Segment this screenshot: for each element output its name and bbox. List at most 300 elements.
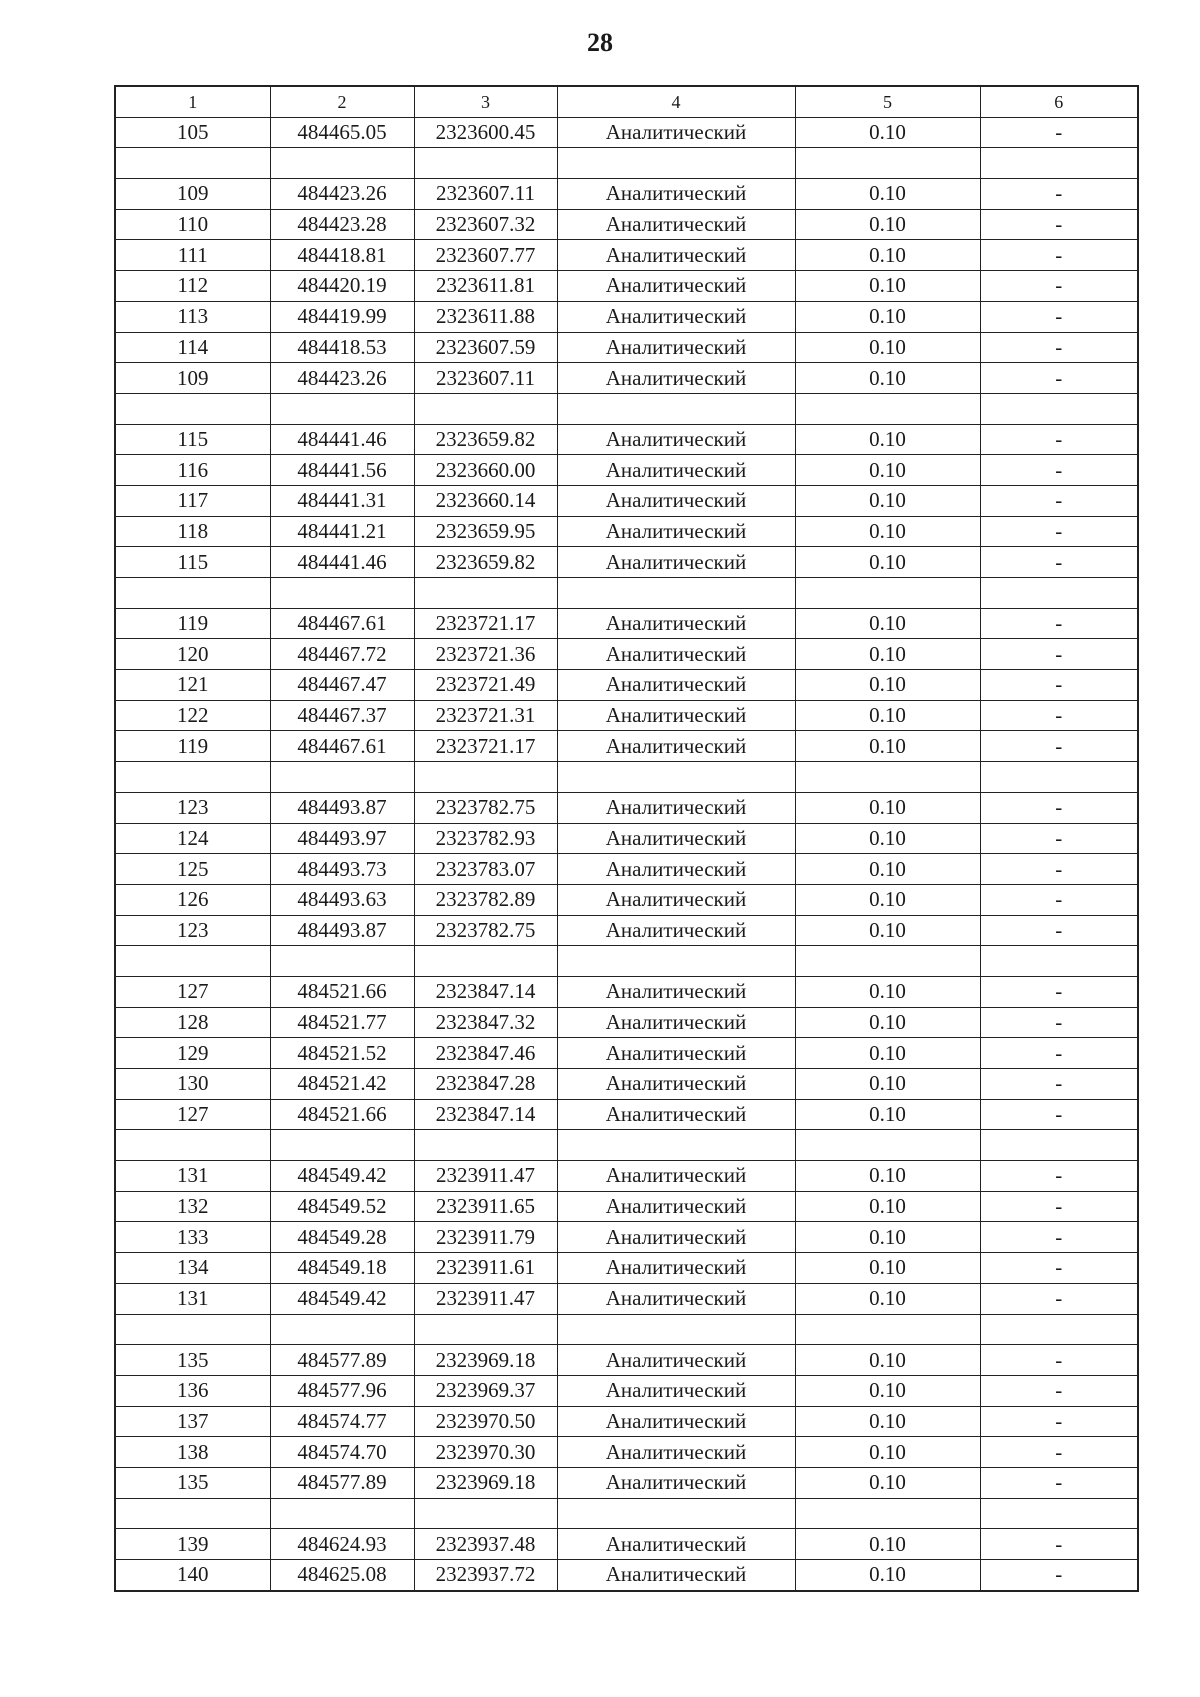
accuracy-cell: 0.10 bbox=[795, 1406, 980, 1437]
note-cell: - bbox=[980, 1191, 1138, 1222]
method-cell: Аналитический bbox=[557, 1191, 795, 1222]
y-coordinate-cell bbox=[414, 1130, 557, 1161]
table-row bbox=[115, 332, 1138, 363]
accuracy-cell bbox=[795, 1314, 980, 1345]
y-coordinate-cell bbox=[414, 148, 557, 179]
method-cell bbox=[557, 946, 795, 977]
x-coordinate-cell: 484423.26 bbox=[270, 363, 414, 394]
y-coordinate-cell: 2323911.47 bbox=[414, 1283, 557, 1314]
x-coordinate-cell: 484574.77 bbox=[270, 1406, 414, 1437]
x-coordinate-cell bbox=[270, 1314, 414, 1345]
x-coordinate-cell: 484441.21 bbox=[270, 516, 414, 547]
x-coordinate-cell: 484467.47 bbox=[270, 670, 414, 701]
accuracy-cell: 0.10 bbox=[795, 608, 980, 639]
point-number-cell: 109 bbox=[115, 363, 270, 394]
accuracy-cell: 0.10 bbox=[795, 209, 980, 240]
x-coordinate-cell: 484423.28 bbox=[270, 209, 414, 240]
y-coordinate-cell: 2323721.17 bbox=[414, 608, 557, 639]
accuracy-cell: 0.10 bbox=[795, 1253, 980, 1284]
table-row bbox=[115, 1130, 1138, 1161]
table-row bbox=[115, 455, 1138, 486]
accuracy-cell: 0.10 bbox=[795, 455, 980, 486]
accuracy-cell: 0.10 bbox=[795, 1283, 980, 1314]
accuracy-cell: 0.10 bbox=[795, 670, 980, 701]
method-cell: Аналитический bbox=[557, 1529, 795, 1560]
table-row bbox=[115, 670, 1138, 701]
table-row bbox=[115, 1467, 1138, 1498]
method-cell: Аналитический bbox=[557, 332, 795, 363]
y-coordinate-cell: 2323607.11 bbox=[414, 179, 557, 210]
y-coordinate-cell: 2323970.50 bbox=[414, 1406, 557, 1437]
accuracy-cell: 0.10 bbox=[795, 424, 980, 455]
note-cell bbox=[980, 946, 1138, 977]
accuracy-cell bbox=[795, 762, 980, 793]
x-coordinate-cell: 484441.46 bbox=[270, 424, 414, 455]
note-cell: - bbox=[980, 1283, 1138, 1314]
point-number-cell bbox=[115, 1130, 270, 1161]
method-cell: Аналитический bbox=[557, 1560, 795, 1591]
column-header: 1 bbox=[115, 86, 270, 117]
note-cell: - bbox=[980, 1375, 1138, 1406]
table-row bbox=[115, 578, 1138, 609]
x-coordinate-cell: 484419.99 bbox=[270, 301, 414, 332]
point-number-cell: 123 bbox=[115, 915, 270, 946]
x-coordinate-cell: 484493.87 bbox=[270, 792, 414, 823]
method-cell: Аналитический bbox=[557, 1253, 795, 1284]
y-coordinate-cell: 2323659.95 bbox=[414, 516, 557, 547]
method-cell bbox=[557, 578, 795, 609]
accuracy-cell: 0.10 bbox=[795, 1007, 980, 1038]
accuracy-cell: 0.10 bbox=[795, 179, 980, 210]
y-coordinate-cell: 2323721.49 bbox=[414, 670, 557, 701]
table-row bbox=[115, 148, 1138, 179]
x-coordinate-cell: 484493.97 bbox=[270, 823, 414, 854]
table-row bbox=[115, 1345, 1138, 1376]
table-row bbox=[115, 854, 1138, 885]
table-row bbox=[115, 209, 1138, 240]
point-number-cell: 118 bbox=[115, 516, 270, 547]
point-number-cell: 110 bbox=[115, 209, 270, 240]
table-row bbox=[115, 240, 1138, 271]
x-coordinate-cell: 484441.56 bbox=[270, 455, 414, 486]
table-row bbox=[115, 1222, 1138, 1253]
note-cell: - bbox=[980, 1345, 1138, 1376]
y-coordinate-cell bbox=[414, 762, 557, 793]
method-cell bbox=[557, 393, 795, 424]
x-coordinate-cell: 484577.89 bbox=[270, 1467, 414, 1498]
accuracy-cell: 0.10 bbox=[795, 854, 980, 885]
y-coordinate-cell: 2323659.82 bbox=[414, 424, 557, 455]
table-row bbox=[115, 1099, 1138, 1130]
point-number-cell bbox=[115, 578, 270, 609]
point-number-cell: 133 bbox=[115, 1222, 270, 1253]
point-number-cell bbox=[115, 1314, 270, 1345]
point-number-cell: 115 bbox=[115, 424, 270, 455]
method-cell: Аналитический bbox=[557, 1222, 795, 1253]
method-cell: Аналитический bbox=[557, 117, 795, 148]
x-coordinate-cell: 484418.53 bbox=[270, 332, 414, 363]
note-cell: - bbox=[980, 179, 1138, 210]
y-coordinate-cell: 2323937.48 bbox=[414, 1529, 557, 1560]
y-coordinate-cell: 2323782.93 bbox=[414, 823, 557, 854]
note-cell: - bbox=[980, 670, 1138, 701]
x-coordinate-cell bbox=[270, 1498, 414, 1529]
table-row bbox=[115, 731, 1138, 762]
y-coordinate-cell: 2323660.00 bbox=[414, 455, 557, 486]
method-cell: Аналитический bbox=[557, 1467, 795, 1498]
point-number-cell: 131 bbox=[115, 1283, 270, 1314]
point-number-cell bbox=[115, 1498, 270, 1529]
point-number-cell: 137 bbox=[115, 1406, 270, 1437]
method-cell: Аналитический bbox=[557, 1375, 795, 1406]
point-number-cell: 134 bbox=[115, 1253, 270, 1284]
table-row bbox=[115, 639, 1138, 670]
method-cell: Аналитический bbox=[557, 455, 795, 486]
y-coordinate-cell bbox=[414, 946, 557, 977]
table-row bbox=[115, 363, 1138, 394]
method-cell: Аналитический bbox=[557, 1161, 795, 1192]
method-cell: Аналитический bbox=[557, 823, 795, 854]
point-number-cell bbox=[115, 393, 270, 424]
accuracy-cell: 0.10 bbox=[795, 1038, 980, 1069]
accuracy-cell: 0.10 bbox=[795, 731, 980, 762]
note-cell: - bbox=[980, 424, 1138, 455]
method-cell bbox=[557, 1314, 795, 1345]
page-number: 28 bbox=[587, 28, 613, 57]
y-coordinate-cell: 2323969.37 bbox=[414, 1375, 557, 1406]
y-coordinate-cell bbox=[414, 578, 557, 609]
method-cell: Аналитический bbox=[557, 516, 795, 547]
method-cell: Аналитический bbox=[557, 670, 795, 701]
table-row bbox=[115, 1069, 1138, 1100]
note-cell: - bbox=[980, 301, 1138, 332]
x-coordinate-cell: 484521.52 bbox=[270, 1038, 414, 1069]
method-cell: Аналитический bbox=[557, 424, 795, 455]
table-row bbox=[115, 1191, 1138, 1222]
method-cell: Аналитический bbox=[557, 363, 795, 394]
point-number-cell: 129 bbox=[115, 1038, 270, 1069]
accuracy-cell: 0.10 bbox=[795, 1161, 980, 1192]
column-header: 4 bbox=[557, 86, 795, 117]
method-cell: Аналитический bbox=[557, 700, 795, 731]
x-coordinate-cell: 484441.46 bbox=[270, 547, 414, 578]
accuracy-cell: 0.10 bbox=[795, 1437, 980, 1468]
x-coordinate-cell: 484625.08 bbox=[270, 1560, 414, 1591]
y-coordinate-cell: 2323611.88 bbox=[414, 301, 557, 332]
method-cell: Аналитический bbox=[557, 1007, 795, 1038]
point-number-cell: 124 bbox=[115, 823, 270, 854]
accuracy-cell bbox=[795, 1498, 980, 1529]
y-coordinate-cell: 2323911.79 bbox=[414, 1222, 557, 1253]
y-coordinate-cell: 2323937.72 bbox=[414, 1560, 557, 1591]
table-row bbox=[115, 1283, 1138, 1314]
point-number-cell bbox=[115, 148, 270, 179]
y-coordinate-cell bbox=[414, 393, 557, 424]
note-cell: - bbox=[980, 823, 1138, 854]
point-number-cell: 131 bbox=[115, 1161, 270, 1192]
table-row bbox=[115, 1161, 1138, 1192]
point-number-cell: 111 bbox=[115, 240, 270, 271]
y-coordinate-cell: 2323782.75 bbox=[414, 915, 557, 946]
x-coordinate-cell: 484521.66 bbox=[270, 1099, 414, 1130]
note-cell bbox=[980, 1314, 1138, 1345]
point-number-cell: 115 bbox=[115, 547, 270, 578]
point-number-cell bbox=[115, 762, 270, 793]
table-row bbox=[115, 1007, 1138, 1038]
method-cell: Аналитический bbox=[557, 179, 795, 210]
note-cell: - bbox=[980, 608, 1138, 639]
y-coordinate-cell: 2323969.18 bbox=[414, 1345, 557, 1376]
method-cell: Аналитический bbox=[557, 792, 795, 823]
x-coordinate-cell bbox=[270, 762, 414, 793]
x-coordinate-cell: 484549.28 bbox=[270, 1222, 414, 1253]
x-coordinate-cell: 484493.87 bbox=[270, 915, 414, 946]
point-number-cell: 130 bbox=[115, 1069, 270, 1100]
x-coordinate-cell: 484493.73 bbox=[270, 854, 414, 885]
table-row bbox=[115, 301, 1138, 332]
table-row bbox=[115, 884, 1138, 915]
y-coordinate-cell bbox=[414, 1498, 557, 1529]
table-row bbox=[115, 915, 1138, 946]
table-row bbox=[115, 271, 1138, 302]
x-coordinate-cell: 484521.42 bbox=[270, 1069, 414, 1100]
note-cell: - bbox=[980, 209, 1138, 240]
note-cell: - bbox=[980, 363, 1138, 394]
point-number-cell: 109 bbox=[115, 179, 270, 210]
y-coordinate-cell: 2323783.07 bbox=[414, 854, 557, 885]
coordinates-table-body bbox=[115, 86, 1138, 1591]
accuracy-cell: 0.10 bbox=[795, 823, 980, 854]
y-coordinate-cell: 2323911.65 bbox=[414, 1191, 557, 1222]
point-number-cell: 125 bbox=[115, 854, 270, 885]
x-coordinate-cell: 484467.37 bbox=[270, 700, 414, 731]
note-cell: - bbox=[980, 1406, 1138, 1437]
table-row bbox=[115, 1406, 1138, 1437]
accuracy-cell: 0.10 bbox=[795, 884, 980, 915]
table-row bbox=[115, 1375, 1138, 1406]
table-row bbox=[115, 179, 1138, 210]
method-cell: Аналитический bbox=[557, 1099, 795, 1130]
point-number-cell: 136 bbox=[115, 1375, 270, 1406]
point-number-cell: 135 bbox=[115, 1467, 270, 1498]
x-coordinate-cell: 484521.77 bbox=[270, 1007, 414, 1038]
accuracy-cell: 0.10 bbox=[795, 301, 980, 332]
y-coordinate-cell: 2323721.36 bbox=[414, 639, 557, 670]
note-cell: - bbox=[980, 1161, 1138, 1192]
method-cell: Аналитический bbox=[557, 1406, 795, 1437]
x-coordinate-cell bbox=[270, 578, 414, 609]
x-coordinate-cell: 484521.66 bbox=[270, 976, 414, 1007]
method-cell: Аналитический bbox=[557, 1345, 795, 1376]
table-row bbox=[115, 1529, 1138, 1560]
note-cell bbox=[980, 578, 1138, 609]
note-cell: - bbox=[980, 117, 1138, 148]
y-coordinate-cell: 2323659.82 bbox=[414, 547, 557, 578]
method-cell: Аналитический bbox=[557, 976, 795, 1007]
point-number-cell: 121 bbox=[115, 670, 270, 701]
point-number-cell: 116 bbox=[115, 455, 270, 486]
table-row bbox=[115, 946, 1138, 977]
table-row bbox=[115, 1253, 1138, 1284]
method-cell: Аналитический bbox=[557, 271, 795, 302]
point-number-cell: 127 bbox=[115, 1099, 270, 1130]
x-coordinate-cell: 484467.72 bbox=[270, 639, 414, 670]
method-cell: Аналитический bbox=[557, 301, 795, 332]
y-coordinate-cell: 2323607.32 bbox=[414, 209, 557, 240]
note-cell: - bbox=[980, 731, 1138, 762]
note-cell: - bbox=[980, 455, 1138, 486]
point-number-cell: 119 bbox=[115, 608, 270, 639]
x-coordinate-cell bbox=[270, 148, 414, 179]
x-coordinate-cell bbox=[270, 1130, 414, 1161]
table-row bbox=[115, 700, 1138, 731]
table-row bbox=[115, 393, 1138, 424]
table-row bbox=[115, 608, 1138, 639]
accuracy-cell: 0.10 bbox=[795, 792, 980, 823]
point-number-cell: 112 bbox=[115, 271, 270, 302]
y-coordinate-cell: 2323969.18 bbox=[414, 1467, 557, 1498]
method-cell bbox=[557, 148, 795, 179]
x-coordinate-cell: 484549.42 bbox=[270, 1283, 414, 1314]
method-cell bbox=[557, 762, 795, 793]
note-cell: - bbox=[980, 1038, 1138, 1069]
table-row bbox=[115, 1560, 1138, 1591]
y-coordinate-cell: 2323911.47 bbox=[414, 1161, 557, 1192]
note-cell: - bbox=[980, 332, 1138, 363]
column-header: 2 bbox=[270, 86, 414, 117]
x-coordinate-cell: 484423.26 bbox=[270, 179, 414, 210]
accuracy-cell: 0.10 bbox=[795, 332, 980, 363]
x-coordinate-cell: 484467.61 bbox=[270, 731, 414, 762]
y-coordinate-cell: 2323607.59 bbox=[414, 332, 557, 363]
accuracy-cell: 0.10 bbox=[795, 976, 980, 1007]
point-number-cell: 140 bbox=[115, 1560, 270, 1591]
x-coordinate-cell: 484549.52 bbox=[270, 1191, 414, 1222]
accuracy-cell: 0.10 bbox=[795, 117, 980, 148]
note-cell: - bbox=[980, 485, 1138, 516]
note-cell bbox=[980, 393, 1138, 424]
note-cell: - bbox=[980, 700, 1138, 731]
method-cell bbox=[557, 1130, 795, 1161]
note-cell: - bbox=[980, 1560, 1138, 1591]
column-header: 3 bbox=[414, 86, 557, 117]
table-row bbox=[115, 762, 1138, 793]
accuracy-cell bbox=[795, 148, 980, 179]
table-row bbox=[115, 1498, 1138, 1529]
accuracy-cell bbox=[795, 578, 980, 609]
x-coordinate-cell bbox=[270, 946, 414, 977]
accuracy-cell: 0.10 bbox=[795, 1099, 980, 1130]
note-cell: - bbox=[980, 547, 1138, 578]
point-number-cell: 128 bbox=[115, 1007, 270, 1038]
y-coordinate-cell: 2323611.81 bbox=[414, 271, 557, 302]
note-cell: - bbox=[980, 792, 1138, 823]
accuracy-cell: 0.10 bbox=[795, 485, 980, 516]
x-coordinate-cell: 484493.63 bbox=[270, 884, 414, 915]
accuracy-cell: 0.10 bbox=[795, 1375, 980, 1406]
y-coordinate-cell: 2323721.31 bbox=[414, 700, 557, 731]
point-number-cell: 127 bbox=[115, 976, 270, 1007]
accuracy-cell: 0.10 bbox=[795, 271, 980, 302]
method-cell: Аналитический bbox=[557, 1437, 795, 1468]
table-row bbox=[115, 117, 1138, 148]
accuracy-cell: 0.10 bbox=[795, 1222, 980, 1253]
accuracy-cell: 0.10 bbox=[795, 915, 980, 946]
note-cell: - bbox=[980, 240, 1138, 271]
table-row bbox=[115, 547, 1138, 578]
table-row bbox=[115, 516, 1138, 547]
note-cell bbox=[980, 1498, 1138, 1529]
accuracy-cell: 0.10 bbox=[795, 639, 980, 670]
y-coordinate-cell bbox=[414, 1314, 557, 1345]
accuracy-cell: 0.10 bbox=[795, 1345, 980, 1376]
method-cell: Аналитический bbox=[557, 485, 795, 516]
point-number-cell bbox=[115, 946, 270, 977]
table-row bbox=[115, 823, 1138, 854]
y-coordinate-cell: 2323660.14 bbox=[414, 485, 557, 516]
table-row bbox=[115, 1314, 1138, 1345]
y-coordinate-cell: 2323847.14 bbox=[414, 976, 557, 1007]
table-header-row bbox=[115, 86, 1138, 117]
note-cell: - bbox=[980, 1222, 1138, 1253]
note-cell: - bbox=[980, 1007, 1138, 1038]
accuracy-cell: 0.10 bbox=[795, 363, 980, 394]
x-coordinate-cell: 484549.18 bbox=[270, 1253, 414, 1284]
note-cell: - bbox=[980, 915, 1138, 946]
x-coordinate-cell: 484577.89 bbox=[270, 1345, 414, 1376]
x-coordinate-cell: 484624.93 bbox=[270, 1529, 414, 1560]
y-coordinate-cell: 2323782.75 bbox=[414, 792, 557, 823]
accuracy-cell: 0.10 bbox=[795, 700, 980, 731]
x-coordinate-cell bbox=[270, 393, 414, 424]
y-coordinate-cell: 2323847.28 bbox=[414, 1069, 557, 1100]
point-number-cell: 119 bbox=[115, 731, 270, 762]
table-row bbox=[115, 424, 1138, 455]
note-cell: - bbox=[980, 1529, 1138, 1560]
x-coordinate-cell: 484465.05 bbox=[270, 117, 414, 148]
table-row bbox=[115, 1437, 1138, 1468]
note-cell: - bbox=[980, 1437, 1138, 1468]
point-number-cell: 139 bbox=[115, 1529, 270, 1560]
point-number-cell: 113 bbox=[115, 301, 270, 332]
point-number-cell: 122 bbox=[115, 700, 270, 731]
method-cell: Аналитический bbox=[557, 209, 795, 240]
table-row bbox=[115, 792, 1138, 823]
method-cell: Аналитический bbox=[557, 1283, 795, 1314]
method-cell: Аналитический bbox=[557, 915, 795, 946]
method-cell: Аналитический bbox=[557, 608, 795, 639]
x-coordinate-cell: 484549.42 bbox=[270, 1161, 414, 1192]
y-coordinate-cell: 2323847.14 bbox=[414, 1099, 557, 1130]
accuracy-cell: 0.10 bbox=[795, 1467, 980, 1498]
method-cell: Аналитический bbox=[557, 1038, 795, 1069]
x-coordinate-cell: 484418.81 bbox=[270, 240, 414, 271]
note-cell: - bbox=[980, 516, 1138, 547]
accuracy-cell: 0.10 bbox=[795, 1529, 980, 1560]
note-cell bbox=[980, 148, 1138, 179]
point-number-cell: 105 bbox=[115, 117, 270, 148]
method-cell: Аналитический bbox=[557, 639, 795, 670]
method-cell: Аналитический bbox=[557, 240, 795, 271]
point-number-cell: 117 bbox=[115, 485, 270, 516]
table-row bbox=[115, 976, 1138, 1007]
accuracy-cell bbox=[795, 393, 980, 424]
table-row bbox=[115, 1038, 1138, 1069]
column-header: 5 bbox=[795, 86, 980, 117]
method-cell: Аналитический bbox=[557, 1069, 795, 1100]
method-cell: Аналитический bbox=[557, 854, 795, 885]
x-coordinate-cell: 484574.70 bbox=[270, 1437, 414, 1468]
